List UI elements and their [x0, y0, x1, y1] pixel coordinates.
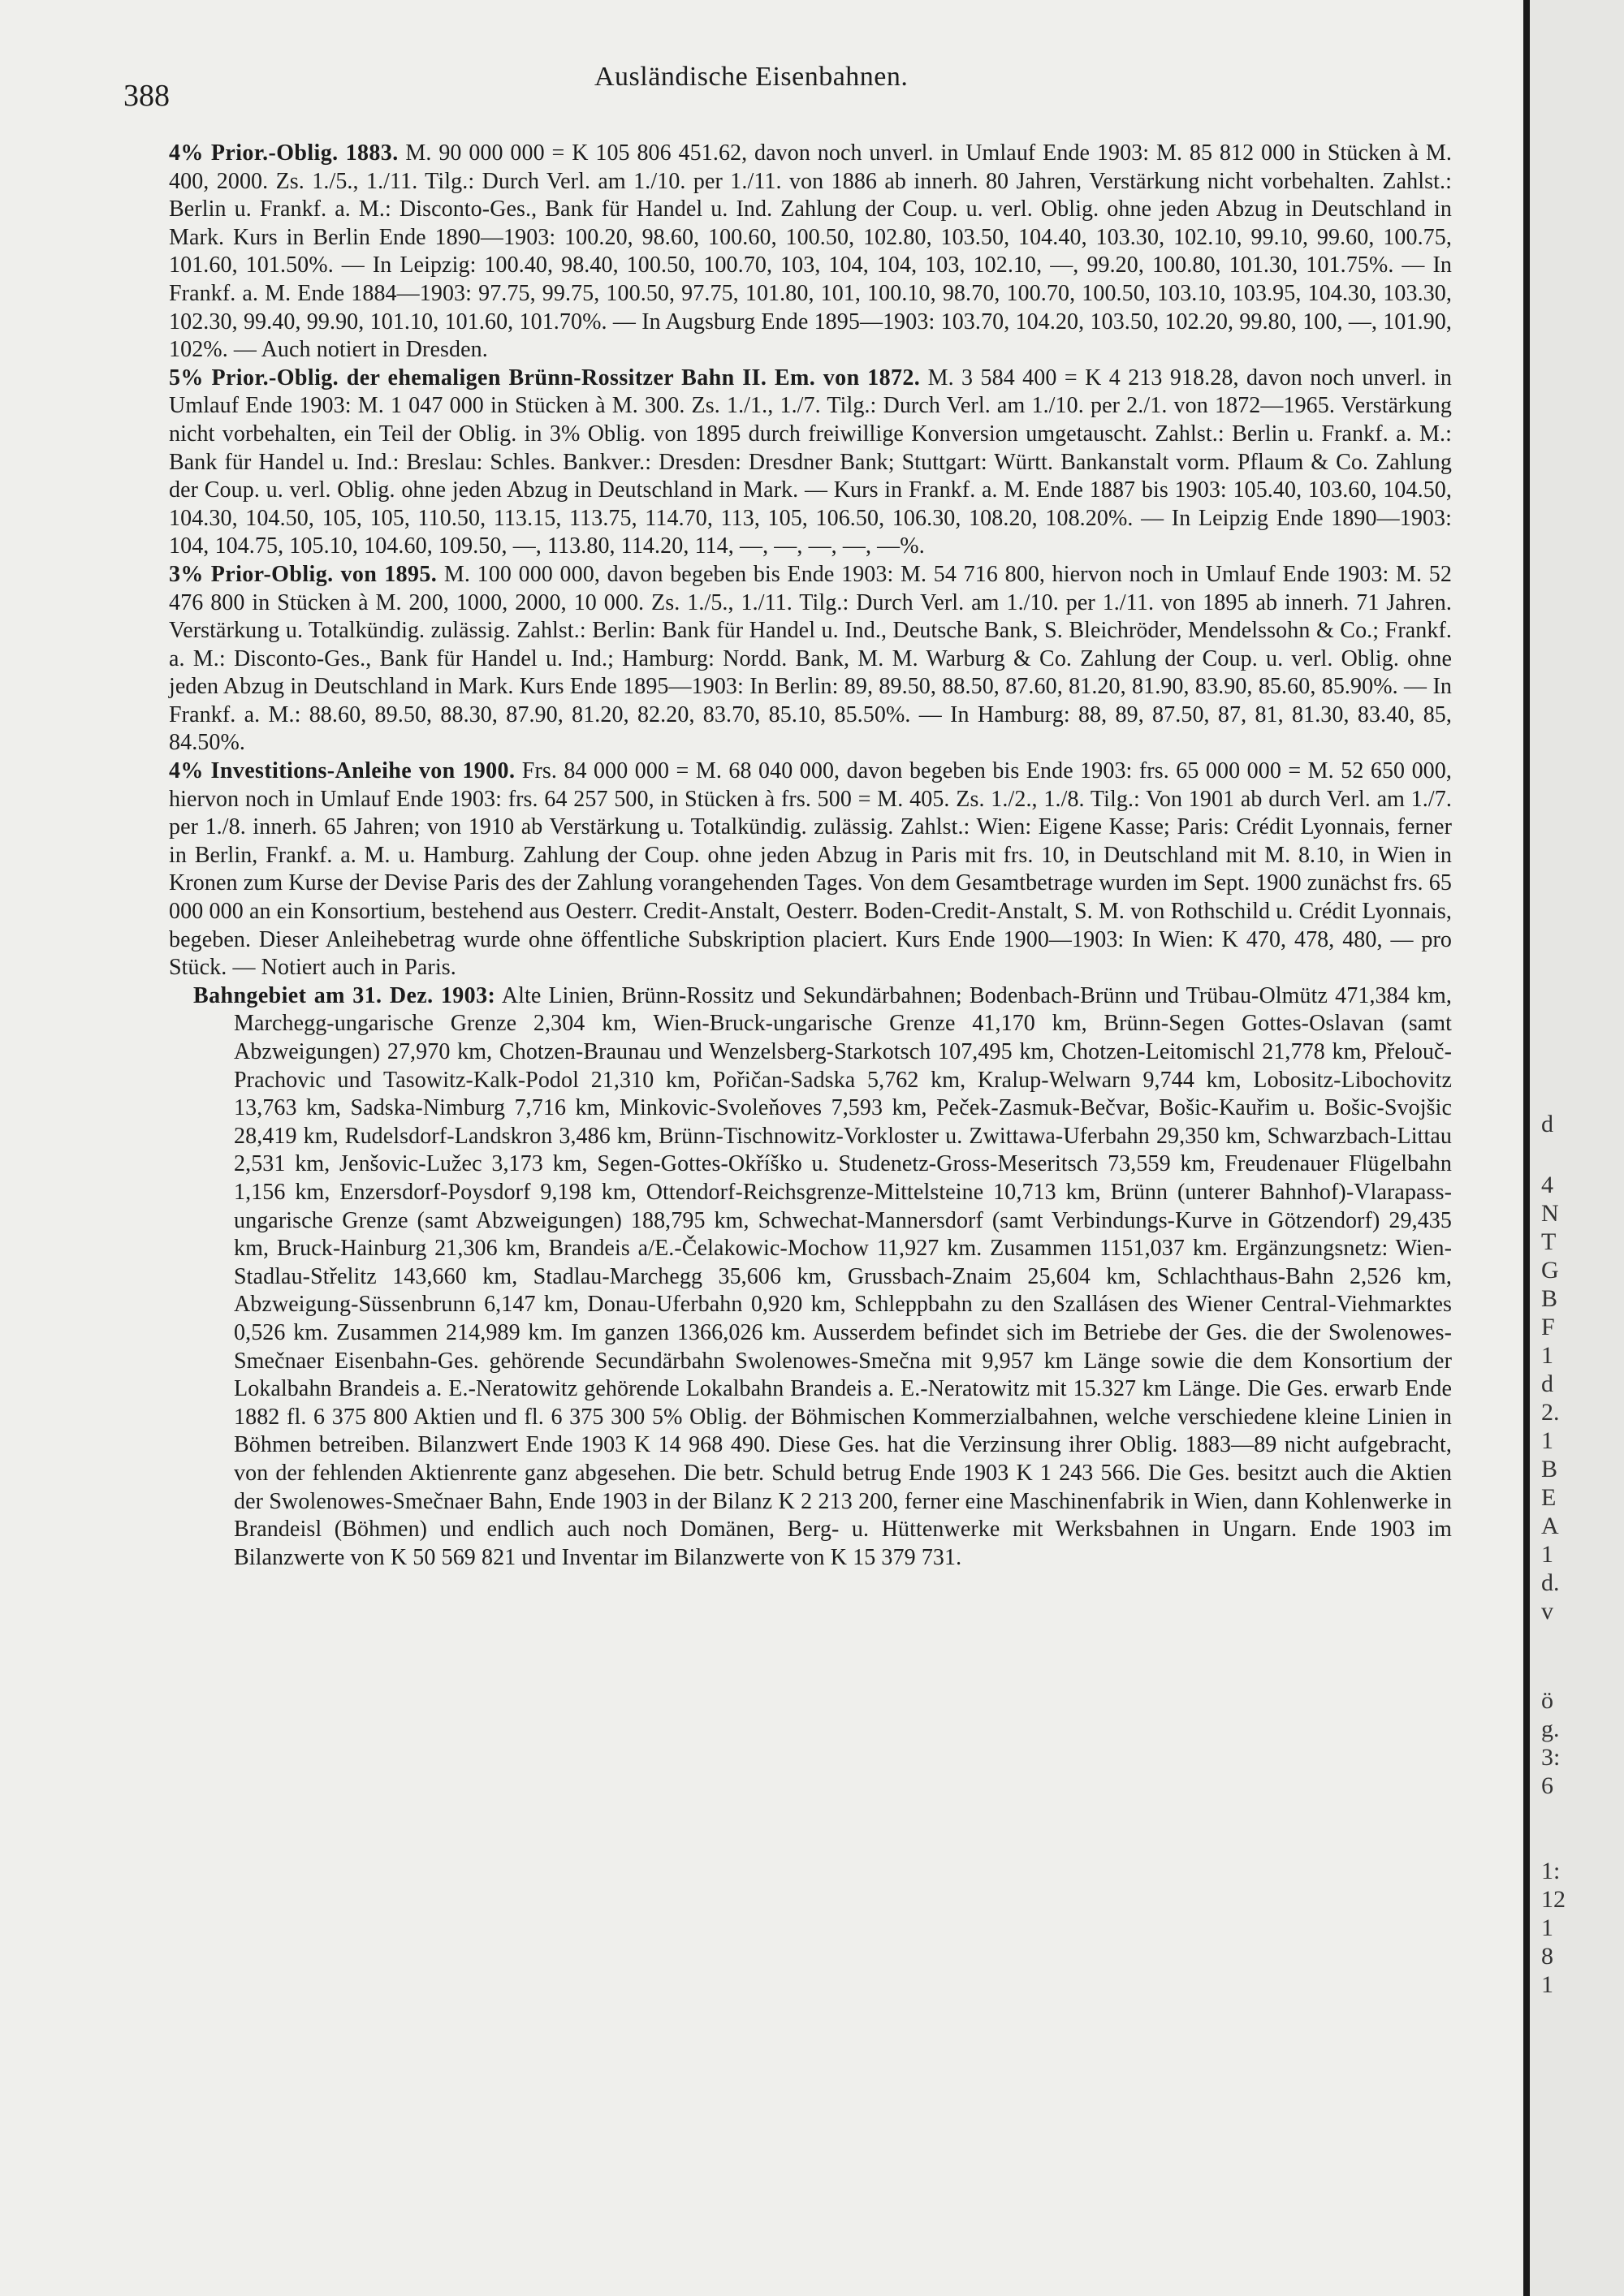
entry-heading: 3% Prior-Oblig. von 1895.: [169, 561, 438, 587]
neighbor-fragment: 1:: [1541, 1858, 1561, 1884]
entry-heading: 4% Prior.-Oblig. 1883.: [169, 140, 399, 166]
neighbor-fragment: G: [1541, 1257, 1559, 1284]
page-gutter: [1523, 0, 1530, 2296]
page-body: [169, 140, 1452, 1572]
neighbor-fragment: B: [1541, 1456, 1558, 1482]
neighbor-fragment: 1: [1541, 1541, 1553, 1568]
neighbor-fragment: 1: [1541, 1342, 1553, 1369]
neighbor-fragment: 12: [1541, 1886, 1566, 1913]
entry-heading: 5% Prior.-Oblig. der ehemaligen Brünn-Rossitzer Bahn II. Em. von 1872.: [169, 365, 921, 391]
neighbor-fragment: B: [1541, 1285, 1558, 1312]
neighbor-fragment: 1: [1541, 1971, 1553, 1998]
entry-text: Frs. 84 000 000 = M. 68 040 000, davon begeben bis Ende 1903: frs. 65 000 000 = M. 52 650 000, hiervon noch in Umlauf Ende 1903: frs. 64 257 500, in Stücken à frs. 500 = M. 405. Zs. 1./2., 1./8. Tilg.: Von 1901 ab durch Verl. am 1./7. per 1./8. innerh. 65 Jahren; von 1910 ab Verstärkung u. Totalkündig. zulässig. Zahlst.: Wien: Eigene Kasse; Paris: Crédit Lyonnais, ferner in Berlin, Frankf. a. M. u. Hamburg. Zahlung der Coup. ohne jeden Abzug in Paris mit frs. 10, in Deutschland mit M. 8.10, in Wien in Kronen zum Kurse der Devise Paris des der Zahlung vorangehenden Tages. Von dem Gesamtbetrage wurden im Sept. 1900 zunächst frs. 65 000 000 an ein Konsortium, bestehend aus Oesterr. Credit-Anstalt, Oesterr. Boden-Credit-Anstalt, S. M. von Rothschild u. Crédit Lyonnais, begeben. Dieser Anleihebetrag wurde ohne öffentliche Subskription placiert. Kurs Ende 1900—1903: In Wien: K 470, 478, 480, — pro Stück. — Notiert auch in Paris.: [169, 758, 1452, 981]
entry-heading: 4% Investitions-Anleihe von 1900.: [169, 758, 516, 784]
running-head: Ausländische Eisenbahnen.: [594, 62, 909, 92]
entry-text: M. 90 000 000 = K 105 806 451.62, davon noch unverl. in Umlauf Ende 1903: M. 85 812 000 in Stücken à M. 400, 2000. Zs. 1./5., 1./11. Tilg.: Durch Verl. am 1./10. per 1./11. von 1886 ab innerh. 80 Jahren, Verstärkung nicht vorbehalten. Zahlst.: Berlin u. Frankf. a. M.: Disconto-Ges., Bank für Handel u. Ind. Zahlung der Coup. u. verl. Oblig. ohne jeden Abzug in Deutschland in Mark. Kurs in Berlin Ende 1890—1903: 100.20, 98.60, 100.60, 100.50, 102.80, 103.50, 104.40, 103.30, 102.10, 99.10, 99.60, 100.75, 101.60, 101.50%. — In Leipzig: 100.40, 98.40, 100.50, 100.70, 103, 104, 104, 103, 102.10, —, 99.20, 100.80, 101.30, 101.75%. — In Frankf. a. M. Ende 1884—1903: 97.75, 99.75, 100.50, 97.75, 101.80, 101, 100.10, 98.70, 100.70, 100.50, 103.10, 103.95, 104.30, 103.30, 102.30, 99.40, 99.90, 101.10, 101.60, 101.70%. — In Augsburg Ende 1895—1903: 103.70, 104.20, 103.50, 102.20, 99.80, 100, —, 101.90, 102%. — Auch notiert in Dresden.: [169, 140, 1452, 363]
page-number: 388: [123, 79, 170, 113]
track-heading: Bahngebiet am 31. Dez. 1903:: [193, 982, 496, 1008]
bond-entry-1883: [169, 140, 1452, 365]
neighbor-fragment: A: [1541, 1513, 1559, 1539]
entry-text: M. 100 000 000, davon begeben bis Ende 1903: M. 54 716 800, hiervon noch in Umlauf Ende 1903: M. 52 476 800 in Stücken à M. 200, 1000, 2000, 10 000. Zs. 1./5., 1./11. Tilg.: Durch Verl. am 1./10. per 1./11. von 1895 ab innerh. 71 Jahren. Verstärkung u. Totalkündig. zulässig. Zahlst.: Berlin: Bank für Handel u. Ind., Deutsche Bank, S. Bleichröder, Mendelssohn & Co.; Frankf. a. M.: Disconto-Ges., Bank für Handel u. Ind.; Hamburg: Nordd. Bank, M. M. Warburg & Co. Zahlung der Coup. u. verl. Oblig. ohne jeden Abzug in Deutschland in Mark. Kurs Ende 1895—1903: In Berlin: 89, 89.50, 88.50, 87.60, 81.20, 81.90, 83.90, 85.60, 85.90%. — In Frankf. a. M.: 88.60, 89.50, 88.30, 87.90, 81.20, 82.20, 83.70, 85.10, 85.50%. — In Hamburg: 88, 89, 87.50, 87, 81, 81.30, 83.40, 85, 84.50%.: [169, 561, 1452, 756]
entry-paragraph: [169, 757, 1452, 982]
neighbor-fragment: d: [1541, 1370, 1553, 1397]
neighbor-fragment: d.: [1541, 1569, 1560, 1596]
entry-paragraph: [169, 140, 1452, 365]
track-section: [169, 982, 1452, 1572]
neighbor-fragment: N: [1541, 1200, 1559, 1227]
neighbor-fragment: F: [1541, 1314, 1555, 1340]
neighbor-fragment: g.: [1541, 1716, 1560, 1742]
track-text: Alte Linien, Brünn-Rossitz und Sekundärbahnen; Bodenbach-Brünn und Trübau-Olmütz 471,384 km, Marchegg-ungarische Grenze 2,304 km, Wien-Bruck-ungarische Grenze 41,170 km, Brünn-Segen Gottes-Oslavan (samt Abzweigungen) 27,970 km, Chotzen-Braunau und Wenzelsberg-Starkotsch 107,495 km, Chotzen-Leitomischl 21,778 km, Přelouč-Prachovic und Tasowitz-Kalk-Podol 21,310 km, Pořičan-Sadska 5,762 km, Kralup-Welwarn 9,744 km, Lobositz-Libochovitz 13,763 km, Sadska-Nimburg 7,716 km, Minkovic-Svoleňoves 7,593 km, Peček-Zasmuk-Bečvar, Bošic-Kauřim u. Bošic-Svojšic 28,419 km, Rudelsdorf-Landskron 3,486 km, Brünn-Tischnowitz-Vorkloster u. Zwittawa-Uferbahn 29,350 km, Schwarzbach-Littau 2,531 km, Jenšovic-Lužec 3,173 km, Segen-Gottes-Okříško u. Studenetz-Gross-Meseritsch 73,559 km, Freudenauer Flügelbahn 1,156 km, Enzersdorf-Poysdorf 9,198 km, Ottendorf-Reichsgrenze-Mittelsteine 10,713 km, Brünn (unterer Bahnhof)-Vlarapass-ungarische Grenze (samt Abzweigungen) 188,795 km, Schwechat-Mannersdorf (samt Verbindungs-Kurve in Götzendorf) 29,435 km, Bruck-Hainburg 21,306 km, Brandeis a/E.-Čelakowic-Mochow 11,927 km. Zusammen 1151,037 km. Ergänzungsnetz: Wien-Stadlau-Střelitz 143,660 km, Stadlau-Marchegg 35,606 km, Grussbach-Znaim 25,604 km, Schlachthaus-Bahn 2,526 km, Abzweigung-Süssenbrunn 6,147 km, Donau-Uferbahn 0,920 km, Schleppbahn zu den Szallásen des Wiener Central-Viehmarktes 0,526 km. Zusammen 214,989 km. Im ganzen 1366,026 km. Ausserdem befindet sich im Betriebe der Ges. die der Swolenowes-Smečnaer Eisenbahn-Ges. gehörende Secundärbahn Swolenowes-Smečna mit 9,957 km Länge sowie die dem Konsortium der Lokalbahn Brandeis a. E.-Neratowitz gehörende Lokalbahn Brandeis a. E.-Neratowitz mit 15.327 km Länge. Die Ges. erwarb Ende 1882 fl. 6 375 800 Aktien und fl. 6 375 300 5% Oblig. der Böhmischen Kommerzialbahnen, welche verschiedene kleine Linien in Böhmen betreiben. Bilanzwert Ende 1903 K 14 968 490. Diese Ges. hat die Verzinsung ihrer Oblig. 1883—89 nicht aufgebracht, von der fehlenden Aktienrente ganz abgesehen. Die betr. Schuld betrug Ende 1903 K 1 243 566. Die Ges. besitzt auch die Aktien der Swolenowes-Smečnaer Bahn, Ende 1903 in der Bilanz K 2 213 200, ferner eine Maschinenfabrik in Wien, dann Kohlenwerke in Brandeisl (Böhmen) und endlich auch noch Domänen, Berg- u. Hüttenwerke mit Werksbahnen in Ungarn. Ende 1903 im Bilanzwerte von K 50 569 821 und Inventar im Bilanzwerte von K 15 379 731.: [234, 982, 1453, 1570]
neighbor-fragment: 3:: [1541, 1744, 1561, 1771]
neighbor-fragment: 6: [1541, 1772, 1553, 1799]
neighbor-fragment: v: [1541, 1598, 1553, 1625]
neighbor-fragment: d: [1541, 1111, 1553, 1137]
neighbor-fragment: 4: [1541, 1172, 1553, 1198]
neighbor-page-edge: [1530, 0, 1624, 2296]
neighbor-fragment: T: [1541, 1228, 1557, 1255]
bond-entry-1895: [169, 561, 1452, 757]
entry-paragraph: [169, 561, 1452, 757]
neighbor-fragment: 1: [1541, 1427, 1553, 1454]
neighbor-fragment: E: [1541, 1484, 1557, 1511]
entry-paragraph: [169, 365, 1452, 561]
neighbor-fragment: 2.: [1541, 1399, 1560, 1426]
neighbor-fragment: 1: [1541, 1914, 1553, 1941]
track-paragraph: [193, 982, 1453, 1572]
bond-entry-1900: [169, 757, 1452, 982]
neighbor-fragment: ö: [1541, 1687, 1553, 1714]
bond-entry-1872: [169, 365, 1452, 561]
neighbor-fragment: 8: [1541, 1943, 1553, 1970]
entry-text: M. 3 584 400 = K 4 213 918.28, davon noch unverl. in Umlauf Ende 1903: M. 1 047 000 in Stücken à M. 300. Zs. 1./1., 1./7. Tilg.: Durch Verl. am 1./10. per 2./1. von 1872—1965. Verstärkung nicht vorbehalten, ein Teil der Oblig. in 3% Oblig. von 1895 durch freiwillige Konversion umgetauscht. Zahlst.: Berlin u. Frankf. a. M.: Bank für Handel u. Ind.: Breslau: Schles. Bankver.: Dresden: Dresdner Bank; Stuttgart: Württ. Bankanstalt vorm. Pflaum & Co. Zahlung der Coup. u. verl. Oblig. ohne jeden Abzug in Deutschland in Mark. — Kurs in Frankf. a. M. Ende 1887 bis 1903: 105.40, 103.60, 104.50, 104.30, 104.50, 105, 105, 110.50, 113.15, 113.75, 114.70, 113, 105, 106.50, 106.30, 108.20, 108.20%. — In Leipzig Ende 1890—1903: 104, 104.75, 105.10, 104.60, 109.50, —, 113.80, 114.20, 114, —, —, —, —, —%.: [169, 365, 1453, 559]
